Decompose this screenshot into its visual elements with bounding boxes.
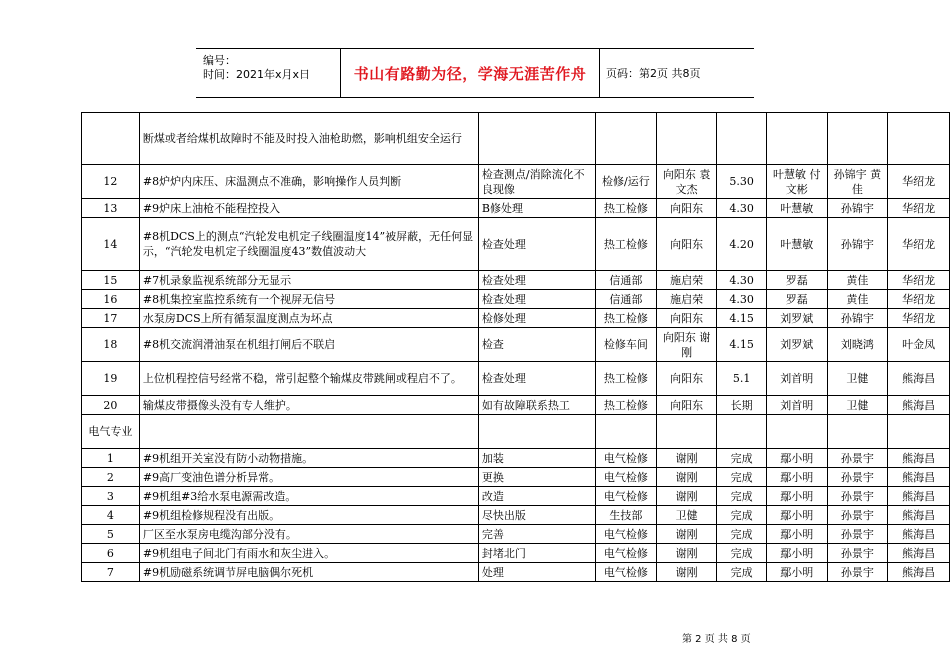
row-responsible-2: 孙景宇 [827,449,888,468]
table-row [82,449,950,468]
row-department: 生技部 [595,506,656,525]
row-date: 5.1 [717,362,766,396]
row-number: 2 [82,468,140,487]
table-row [82,218,950,271]
row-responsible-2: 黄佳 [827,290,888,309]
row-description: 上位机程控信号经常不稳，常引起整个输煤皮带跳闸或程启不了。 [139,362,478,396]
row-number: 14 [82,218,140,271]
row-responsible-2: 刘晓鸿 [827,328,888,362]
row-department: 电气检修 [595,468,656,487]
row-person: 向阳东 [656,199,717,218]
row-responsible-2 [827,415,888,449]
row-measure: 如有故障联系热工 [478,396,595,415]
row-person: 施启荣 [656,290,717,309]
row-description: #9炉床上油枪不能程控投入 [139,199,478,218]
row-responsible-1: 刘罗斌 [766,328,827,362]
row-measure: 加装 [478,449,595,468]
row-responsible-3: 熊海昌 [888,449,950,468]
row-number: 15 [82,271,140,290]
row-responsible-1: 刘罗斌 [766,309,827,328]
row-department: 热工检修 [595,362,656,396]
row-date: 4.30 [717,290,766,309]
table-row [82,396,950,415]
row-person: 向阳东 [656,218,717,271]
row-number: 13 [82,199,140,218]
row-department: 电气检修 [595,449,656,468]
row-department: 电气检修 [595,544,656,563]
row-description: 厂区至水泵房电缆沟部分没有。 [139,525,478,544]
row-responsible-3: 熊海昌 [888,468,950,487]
row-responsible-2: 孙锦宇 [827,309,888,328]
row-department: 检修车间 [595,328,656,362]
row-person: 谢刚 [656,468,717,487]
row-date: 完成 [717,506,766,525]
date-label: 时间：2021年x月x日 [203,68,311,81]
row-description: #8炉炉内床压、床温测点不准确，影响操作人员判断 [139,165,478,199]
row-person: 向阳东 [656,309,717,328]
row-person: 谢刚 [656,449,717,468]
row-description: #8机DCS上的测点“汽轮发电机定子线圈温度14”被屏蔽，无任何显示，“汽轮发电机定子线圈温度43”数值波动大 [139,218,478,271]
row-number: 6 [82,544,140,563]
row-responsible-1: 罗磊 [766,290,827,309]
row-responsible-2: 孙景宇 [827,506,888,525]
row-date: 完成 [717,544,766,563]
row-date [717,113,766,165]
row-responsible-1 [766,113,827,165]
table-row [82,468,950,487]
row-description: 输煤皮带摄像头没有专人维护。 [139,396,478,415]
table-row [82,506,950,525]
row-description: #8机集控室监控系统有一个视屏无信号 [139,290,478,309]
row-measure: 尽快出版 [478,506,595,525]
row-responsible-1: 鄢小明 [766,487,827,506]
row-number: 17 [82,309,140,328]
row-responsible-3: 华绍龙 [888,218,950,271]
row-responsible-2: 卫健 [827,396,888,415]
row-date: 4.15 [717,328,766,362]
row-number: 16 [82,290,140,309]
row-description: 水泵房DCS上所有循泵温度测点为坏点 [139,309,478,328]
table-row [82,165,950,199]
page-header [196,48,754,98]
row-description: #9机组#3给水泵电源需改造。 [139,487,478,506]
row-department: 电气检修 [595,563,656,582]
row-responsible-3 [888,415,950,449]
row-responsible-3: 熊海昌 [888,487,950,506]
row-number: 5 [82,525,140,544]
row-responsible-3: 华绍龙 [888,199,950,218]
row-measure: B修处理 [478,199,595,218]
row-responsible-2: 孙锦宇 黄佳 [827,165,888,199]
row-responsible-1: 鄢小明 [766,525,827,544]
row-date: 5.30 [717,165,766,199]
row-responsible-3: 熊海昌 [888,525,950,544]
row-responsible-3: 熊海昌 [888,544,950,563]
row-date: 4.30 [717,199,766,218]
row-responsible-3: 华绍龙 [888,309,950,328]
row-description: #8机交流润滑油泵在机组打闸后不联启 [139,328,478,362]
row-person [656,113,717,165]
row-number: 7 [82,563,140,582]
row-measure: 检查处理 [478,362,595,396]
row-responsible-1: 叶慧敏 付文彬 [766,165,827,199]
row-measure: 完善 [478,525,595,544]
row-responsible-1: 叶慧敏 [766,199,827,218]
table-row [82,290,950,309]
row-responsible-1: 鄢小明 [766,506,827,525]
row-measure: 检修处理 [478,309,595,328]
row-department: 热工检修 [595,218,656,271]
header-page [598,49,754,97]
row-responsible-2: 卫健 [827,362,888,396]
row-responsible-3: 熊海昌 [888,563,950,582]
row-number: 1 [82,449,140,468]
row-responsible-3: 华绍龙 [888,271,950,290]
table-row [82,362,950,396]
row-description: #9高厂变油色谱分析异常。 [139,468,478,487]
row-department: 信通部 [595,271,656,290]
row-responsible-2: 孙景宇 [827,544,888,563]
row-person: 谢刚 [656,563,717,582]
page-number-label: 页码：第2页 共8页 [606,67,701,80]
row-date: 完成 [717,449,766,468]
row-measure: 更换 [478,468,595,487]
row-responsible-1: 刘首明 [766,362,827,396]
row-description: #9机组开关室没有防小动物措施。 [139,449,478,468]
motto-text: 书山有路勤为径，学海无涯苦作舟 [353,64,587,83]
row-responsible-2: 孙景宇 [827,563,888,582]
row-person: 向阳东 谢刚 [656,328,717,362]
row-department: 热工检修 [595,309,656,328]
row-person: 卫健 [656,506,717,525]
row-responsible-1: 叶慧敏 [766,218,827,271]
row-date: 完成 [717,525,766,544]
table-row [82,199,950,218]
row-responsible-3: 华绍龙 [888,165,950,199]
row-person: 谢刚 [656,487,717,506]
row-number: 3 [82,487,140,506]
row-responsible-3: 华绍龙 [888,290,950,309]
row-responsible-2: 孙景宇 [827,468,888,487]
row-responsible-2: 孙景宇 [827,487,888,506]
row-measure: 封堵北门 [478,544,595,563]
row-date: 4.15 [717,309,766,328]
row-department [595,113,656,165]
row-measure: 检查处理 [478,218,595,271]
row-number: 20 [82,396,140,415]
row-person: 谢刚 [656,525,717,544]
row-responsible-1: 鄢小明 [766,544,827,563]
row-measure: 检查处理 [478,271,595,290]
row-number [82,113,140,165]
row-description: 断煤或者给煤机故障时不能及时投入油枪助燃，影响机组安全运行 [139,113,478,165]
row-person: 向阳东 [656,396,717,415]
row-date: 完成 [717,563,766,582]
row-department: 电气检修 [595,487,656,506]
row-description: #9机励磁系统调节屏电脑偶尔死机 [139,563,478,582]
row-date: 长期 [717,396,766,415]
row-responsible-3: 叶金凤 [888,328,950,362]
table-row [82,328,950,362]
table-row [82,563,950,582]
header-meta [196,49,340,97]
row-responsible-1: 罗磊 [766,271,827,290]
number-label: 编号： [203,54,236,67]
table-row [82,309,950,328]
row-person: 向阳东 袁文杰 [656,165,717,199]
table-row [82,113,950,165]
table-row [82,487,950,506]
row-measure [478,113,595,165]
row-description: #9机组检修规程没有出版。 [139,506,478,525]
row-department: 检修/运行 [595,165,656,199]
row-person: 向阳东 [656,362,717,396]
table-row [82,271,950,290]
row-department: 电气检修 [595,525,656,544]
table-row [82,525,950,544]
row-responsible-3: 熊海昌 [888,506,950,525]
row-responsible-1: 鄢小明 [766,563,827,582]
row-measure [478,415,595,449]
row-measure: 检查测点/消除流化不良现像 [478,165,595,199]
table-row [82,415,950,449]
row-person [656,415,717,449]
row-responsible-2 [827,113,888,165]
row-measure: 检查处理 [478,290,595,309]
row-responsible-3: 熊海昌 [888,362,950,396]
row-department: 信通部 [595,290,656,309]
table-row [82,544,950,563]
row-responsible-2: 孙景宇 [827,525,888,544]
row-responsible-1: 鄢小明 [766,449,827,468]
row-number: 4 [82,506,140,525]
row-responsible-1: 鄢小明 [766,468,827,487]
row-number: 12 [82,165,140,199]
row-responsible-2: 孙锦宇 [827,199,888,218]
row-person: 施启荣 [656,271,717,290]
row-department: 热工检修 [595,396,656,415]
header-motto-cell [340,49,600,97]
page-footer: 第 2 页 共 8 页 [682,634,751,645]
row-measure: 处理 [478,563,595,582]
row-date: 4.30 [717,271,766,290]
row-date: 完成 [717,468,766,487]
row-measure: 检查 [478,328,595,362]
row-number: 19 [82,362,140,396]
row-responsible-2: 孙锦宇 [827,218,888,271]
row-date [717,415,766,449]
row-description: #7机录象监视系统部分无显示 [139,271,478,290]
row-description [139,415,478,449]
row-description: #9机组电子间北门有雨水和灰尘进入。 [139,544,478,563]
row-number: 电气专业 [82,415,140,449]
row-date: 完成 [717,487,766,506]
issue-table [81,112,950,582]
row-responsible-3 [888,113,950,165]
row-person: 谢刚 [656,544,717,563]
row-responsible-1 [766,415,827,449]
row-date: 4.20 [717,218,766,271]
row-responsible-2: 黄佳 [827,271,888,290]
row-department: 热工检修 [595,199,656,218]
row-measure: 改造 [478,487,595,506]
row-number: 18 [82,328,140,362]
row-responsible-3: 熊海昌 [888,396,950,415]
row-responsible-1: 刘首明 [766,396,827,415]
row-department [595,415,656,449]
